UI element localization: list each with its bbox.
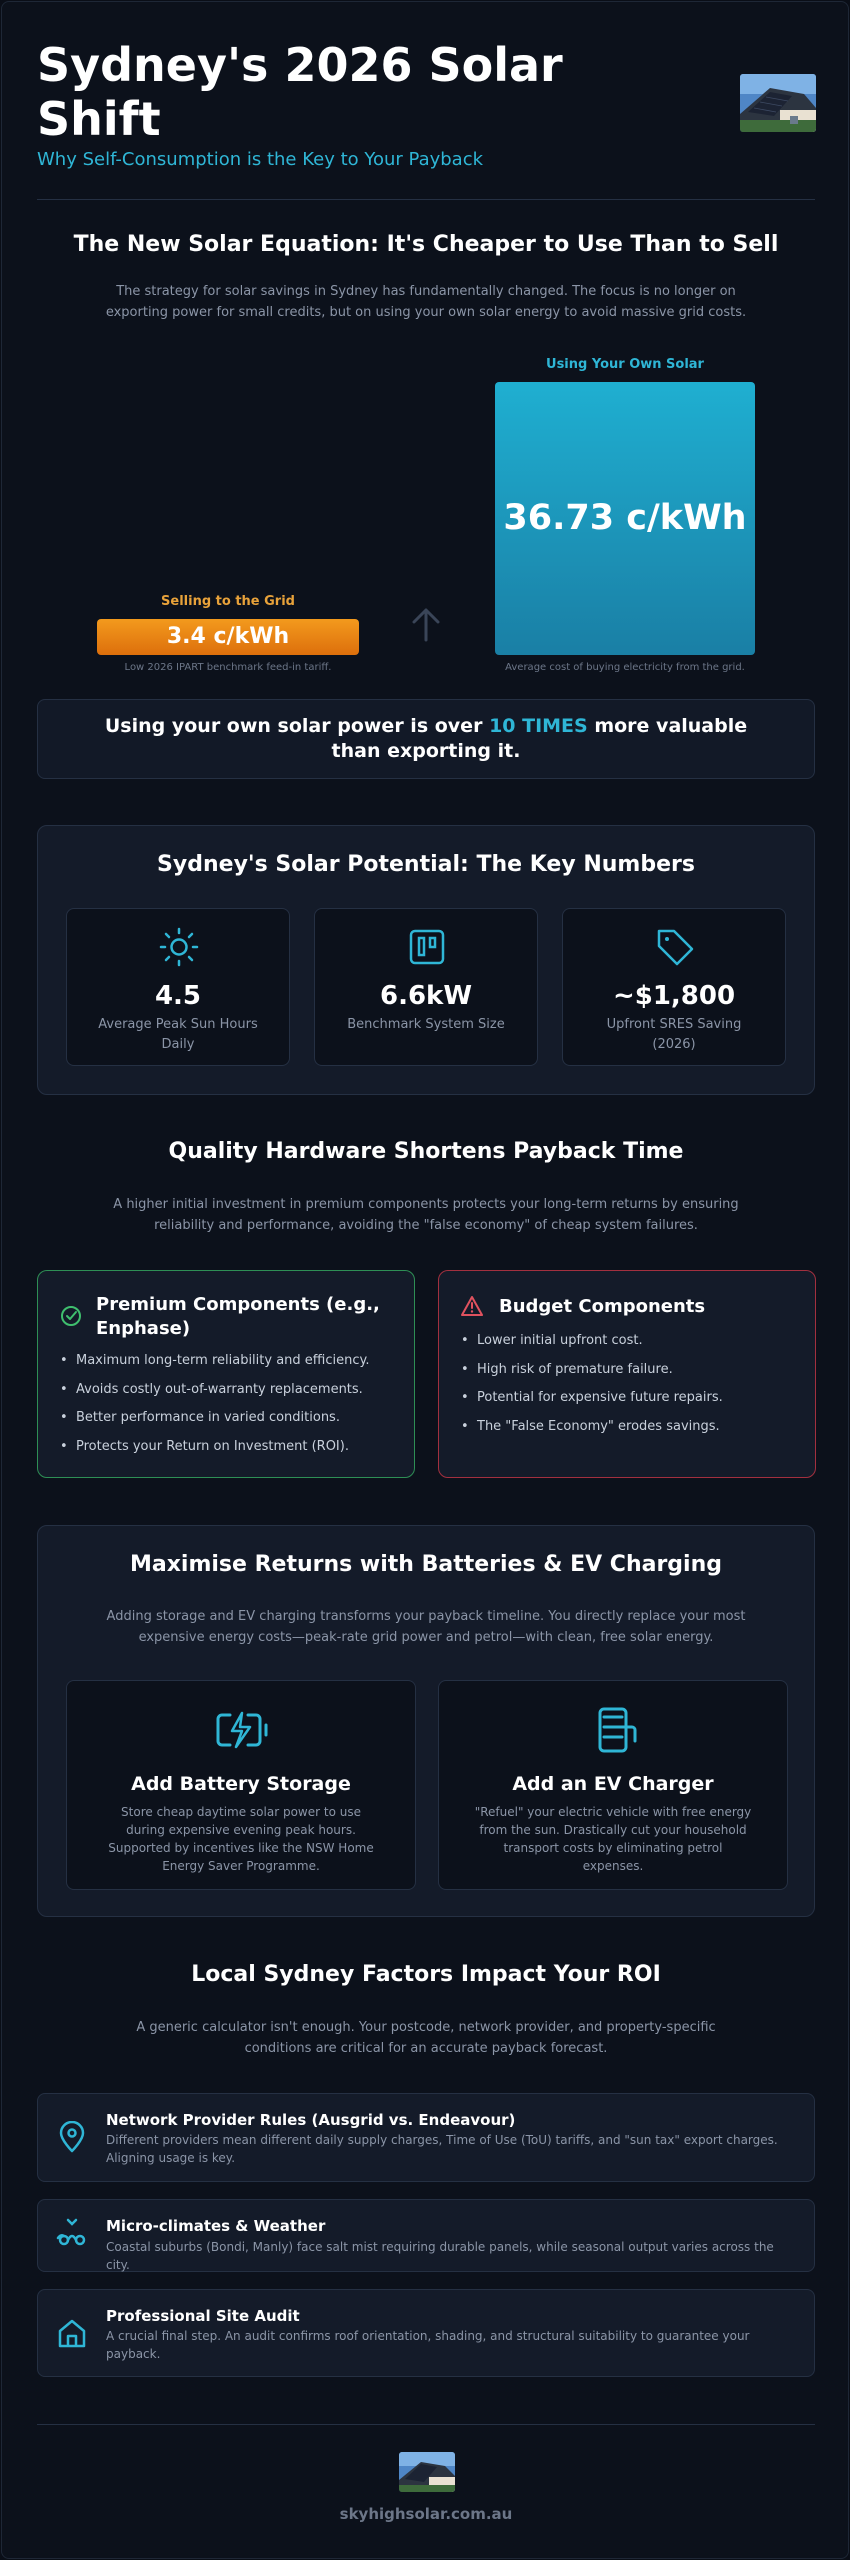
- premium-title: Premium Components (e.g., Enphase): [96, 1294, 380, 1339]
- factor-item: [37, 2199, 815, 2272]
- ev-title: Add an EV Charger: [512, 1773, 714, 1795]
- stat-card: [562, 908, 786, 1066]
- returns-description: Adding storage and EV charging transforms your payback timeline. You directly replace your most expensive energy costs—peak-rate grid power and petrol—with clean, free solar energy.: [106, 1609, 746, 1645]
- use-value: 36.73 c/kWh: [503, 498, 747, 538]
- ev-card: [438, 1680, 788, 1890]
- value-callout: [37, 699, 815, 779]
- budget-card: [438, 1270, 816, 1478]
- footer-logo-image: [399, 2452, 455, 2492]
- callout-highlight: 10 TIMES: [489, 715, 588, 737]
- returns-title: Maximise Returns with Batteries & EV Charging: [129, 1552, 722, 1577]
- footer-url[interactable]: skyhighsolar.com.au: [339, 2505, 513, 2523]
- stat-label: Average Peak Sun Hours Daily: [98, 1017, 258, 1052]
- hardware-description: A higher initial investment in premium components protects your long-term returns by ensuring reliability and performance, avoiding the "false economy" of cheap system failures.: [113, 1197, 739, 1233]
- page-title: Sydney's 2026 Solar Shift: [37, 38, 563, 146]
- factor-description: Coastal suburbs (Bondi, Manly) face salt mist requiring durable panels, while seasonal output varies across the city.: [106, 2240, 774, 2272]
- list-item: • Better performance in varied conditions.: [58, 1404, 369, 1433]
- battery-charging-icon: [214, 1707, 270, 1753]
- potential-title: Sydney's Solar Potential: The Key Numbers: [157, 852, 695, 877]
- stat-value: 6.6kW: [379, 981, 473, 1011]
- factor-title: Micro-climates & Weather: [106, 2217, 326, 2235]
- factor-title: Network Provider Rules (Ausgrid vs. Endeavour): [106, 2111, 516, 2129]
- list-item: • High risk of premature failure.: [459, 1356, 723, 1385]
- list-item: • Maximum long-term reliability and efficiency.: [58, 1347, 369, 1376]
- panel-icon: [407, 927, 447, 967]
- factors-description: A generic calculator isn't enough. Your postcode, network provider, and property-specific conditions are critical for an accurate payback forecast.: [136, 2020, 716, 2056]
- sell-bar: [97, 619, 359, 655]
- infographic-page: [1, 1, 849, 2559]
- warning-icon: [461, 1295, 483, 1317]
- location-pin-icon: [56, 2121, 88, 2153]
- stat-card: [66, 908, 290, 1066]
- factor-description: A crucial final step. An audit confirms roof orientation, shading, and structural suitability to guarantee your payback.: [106, 2329, 750, 2361]
- hardware-title: Quality Hardware Shortens Payback Time: [168, 1139, 684, 1164]
- equation-description: The strategy for solar savings in Sydney has fundamentally changed. The focus is no longer on exporting power for small credits, but on using your own solar energy to avoid massive grid costs.: [105, 284, 747, 320]
- ev-charger-icon: [586, 1707, 642, 1753]
- house-icon: [56, 2317, 88, 2349]
- factor-item: [37, 2093, 815, 2182]
- stat-card: [314, 908, 538, 1066]
- arrow-up-icon: [410, 606, 442, 642]
- list-item: • Protects your Return on Investment (ROI).: [58, 1433, 369, 1462]
- check-circle-icon: [60, 1305, 82, 1327]
- budget-title: Budget Components: [499, 1296, 706, 1317]
- sell-label: Selling to the Grid: [161, 594, 295, 609]
- sell-value: 3.4 c/kWh: [166, 624, 290, 649]
- ev-description: "Refuel" your electric vehicle with free energy from the sun. Drastically cut your household transport costs by eliminating petrol expenses.: [474, 1805, 752, 1873]
- battery-card: [66, 1680, 416, 1890]
- page-subtitle: Why Self-Consumption is the Key to Your Payback: [37, 149, 484, 170]
- use-note: Average cost of buying electricity from the grid.: [505, 662, 745, 673]
- stat-value: 4.5: [154, 981, 202, 1011]
- factor-item: [37, 2289, 815, 2377]
- stat-value: ~$1,800: [612, 981, 736, 1011]
- equation-title: The New Solar Equation: It's Cheaper to Use Than to Sell: [73, 232, 779, 257]
- tag-icon: [655, 927, 695, 967]
- factors-title: Local Sydney Factors Impact Your ROI: [191, 1962, 661, 1987]
- stat-label: Benchmark System Size: [347, 1017, 505, 1032]
- list-item: • The "False Economy" erodes savings.: [459, 1413, 723, 1442]
- factor-title: Professional Site Audit: [106, 2307, 300, 2325]
- stat-label: Upfront SRES Saving (2026): [606, 1017, 742, 1052]
- footer-divider: [37, 2424, 815, 2425]
- premium-list: [58, 1347, 369, 1461]
- callout-text: Using your own solar power is over: [104, 715, 490, 737]
- battery-title: Add Battery Storage: [131, 1773, 351, 1795]
- factor-description: Different providers mean different daily supply charges, Time of Use (ToU) tariffs, and "sun tax" export charges. Aligning usage is key.: [106, 2133, 778, 2165]
- use-label: Using Your Own Solar: [546, 357, 704, 372]
- list-item: • Lower initial upfront cost.: [459, 1327, 723, 1356]
- list-item: • Potential for expensive future repairs.: [459, 1384, 723, 1413]
- sell-note: Low 2026 IPART benchmark feed-in tariff.: [124, 662, 332, 673]
- list-item: • Avoids costly out-of-warranty replacements.: [58, 1376, 369, 1405]
- use-bar: [495, 382, 755, 655]
- sun-icon: [159, 927, 199, 967]
- weather-icon: [56, 2218, 88, 2250]
- solar-house-image: [740, 74, 816, 132]
- battery-description: Store cheap daytime solar power to use during expensive evening peak hours. Supported by incentives like the NSW Home Energy Saver Programme.: [108, 1805, 374, 1873]
- callout-text-end: more valuable than exporting it.: [331, 715, 748, 762]
- premium-card: [37, 1270, 415, 1478]
- budget-list: [459, 1327, 723, 1441]
- divider: [37, 199, 815, 200]
